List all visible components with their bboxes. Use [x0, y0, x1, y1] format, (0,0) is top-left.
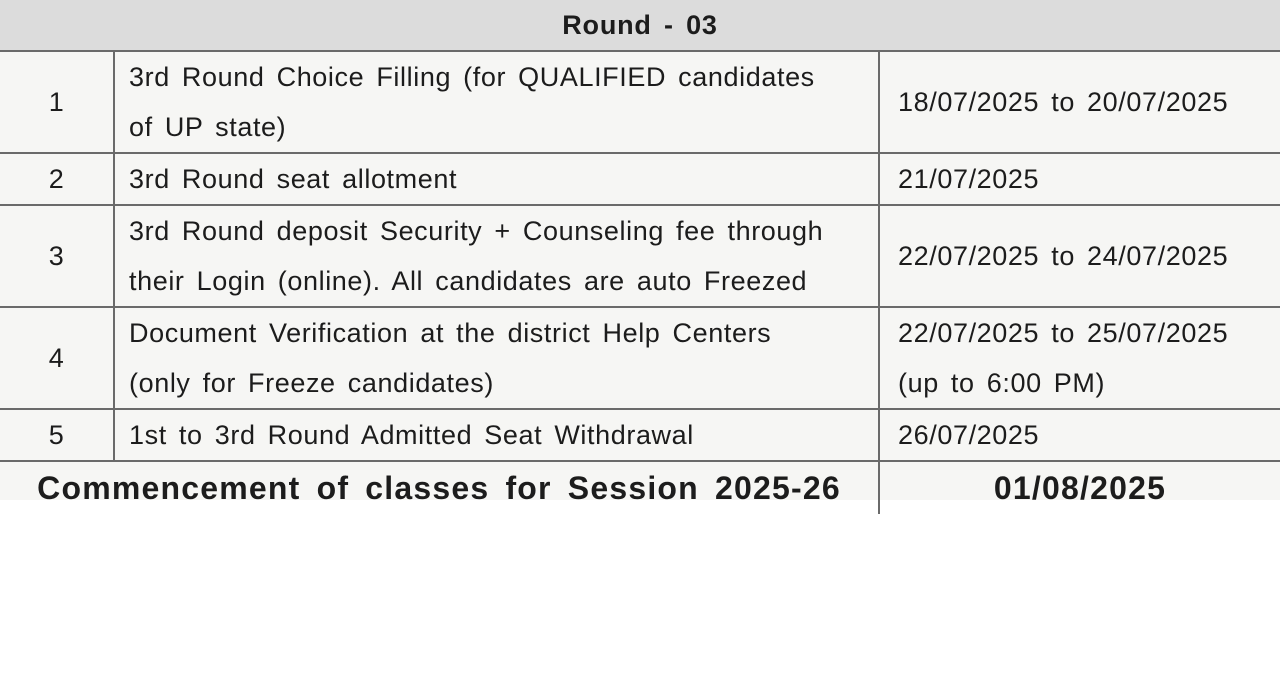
serial-number: 3: [0, 205, 114, 307]
activity-line: Document Verification at the district Help Centers: [129, 318, 772, 348]
activity-line: (only for Freeze candidates): [129, 368, 494, 398]
table-row: [0, 153, 1280, 205]
activity-line: of UP state): [129, 112, 287, 142]
commencement-label: Commencement of classes for Session 2025-26: [0, 461, 879, 514]
round-title: Round - 03: [0, 0, 1280, 51]
date-cell: [879, 153, 1280, 205]
date-line: 21/07/2025: [898, 164, 1040, 194]
serial-number: 1: [0, 51, 114, 153]
date-cell: [879, 51, 1280, 153]
serial-number: 4: [0, 307, 114, 409]
activity-cell: [114, 409, 879, 461]
activity-line: 3rd Round deposit Security + Counseling fee through: [129, 216, 824, 246]
date-line: 22/07/2025 to 24/07/2025: [898, 241, 1229, 271]
commencement-row: [0, 461, 1280, 514]
date-cell: [879, 409, 1280, 461]
date-line: (up to 6:00 PM): [898, 368, 1106, 398]
date-line: 22/07/2025 to 25/07/2025: [898, 318, 1229, 348]
table-row: [0, 409, 1280, 461]
activity-cell: [114, 51, 879, 153]
date-line: 26/07/2025: [898, 420, 1040, 450]
activity-cell: [114, 205, 879, 307]
date-line: 18/07/2025 to 20/07/2025: [898, 87, 1229, 117]
table-header-row: [0, 0, 1280, 51]
table-row: [0, 51, 1280, 153]
activity-line: 3rd Round seat allotment: [129, 164, 458, 194]
commencement-date: 01/08/2025: [879, 461, 1280, 514]
activity-cell: [114, 153, 879, 205]
date-cell: [879, 307, 1280, 409]
table-row: [0, 307, 1280, 409]
date-cell: [879, 205, 1280, 307]
activity-line: their Login (online). All candidates are auto Freezed: [129, 266, 808, 296]
activity-cell: [114, 307, 879, 409]
activity-line: 3rd Round Choice Filling (for QUALIFIED candidates: [129, 62, 815, 92]
serial-number: 5: [0, 409, 114, 461]
activity-line: 1st to 3rd Round Admitted Seat Withdrawal: [129, 420, 694, 450]
serial-number: 2: [0, 153, 114, 205]
table-row: [0, 205, 1280, 307]
